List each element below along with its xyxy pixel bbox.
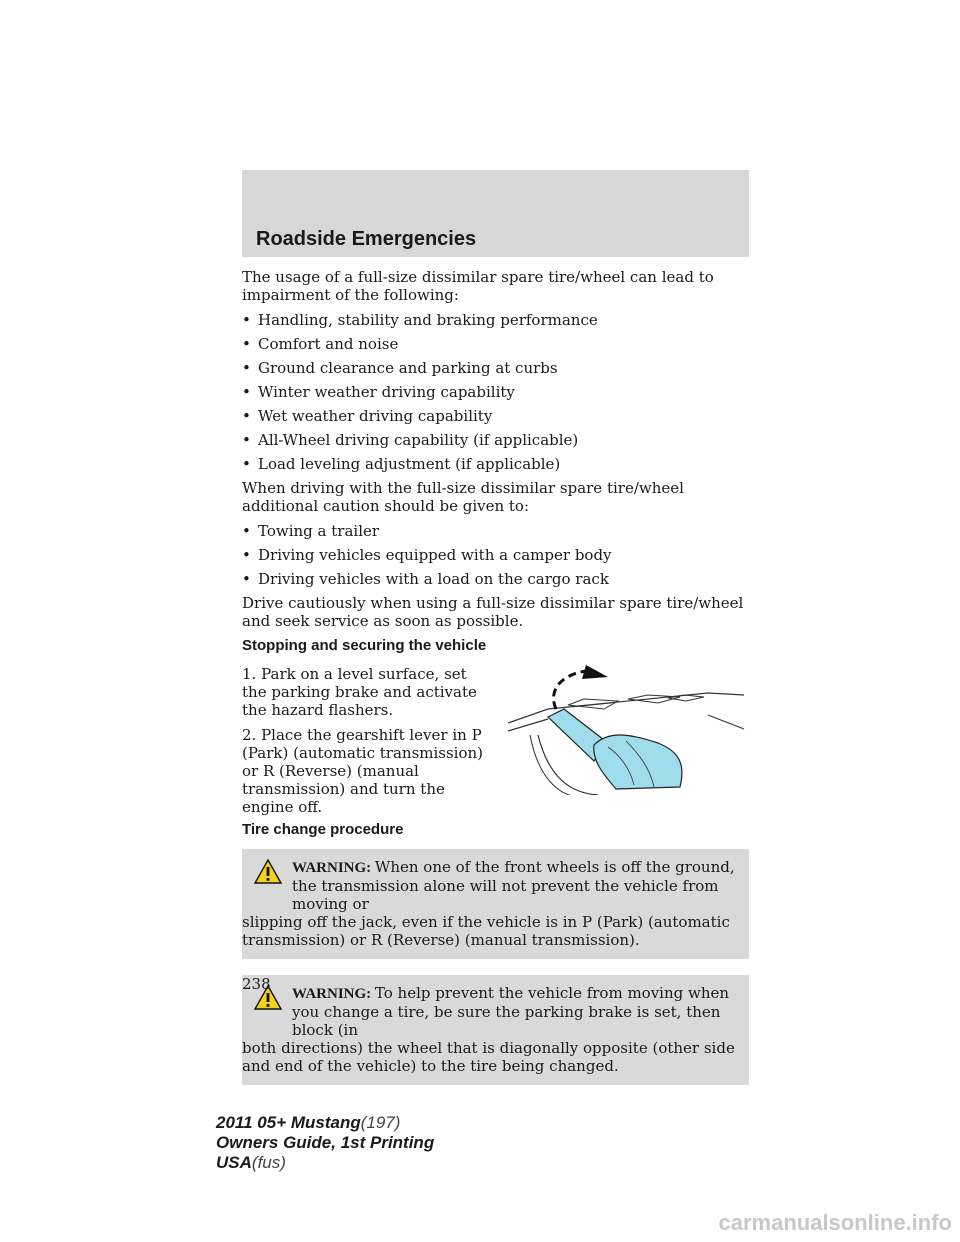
list-item: • Handling, stability and braking performance	[242, 311, 598, 329]
warning-text: When one of the front wheels is off the ground, the transmission alone will not prevent the vehicle from moving or	[292, 858, 735, 913]
list-item: • Driving vehicles with a load on the cargo rack	[242, 570, 609, 588]
warning-label: WARNING:	[292, 986, 375, 1002]
page-content	[242, 268, 749, 1101]
list-item: • Towing a trailer	[242, 522, 380, 540]
warning-text: To help prevent the vehicle from moving when you change a tire, be sure the parking brake is set, then block (in	[292, 984, 730, 1039]
step-1: 1. Park on a level surface, set the parking brake and activate the hazard flashers.	[242, 665, 477, 719]
drive-note: Drive cautiously when using a full-size dissimilar spare tire/wheel and seek service as soon as possible.	[242, 594, 744, 630]
stopping-procedure	[242, 665, 749, 817]
section-header	[242, 170, 749, 257]
gearshift-illustration	[508, 665, 748, 795]
footer-model-code: (197)	[360, 1113, 401, 1132]
warning-label: WARNING:	[292, 860, 375, 876]
caution-paragraph: When driving with the full-size dissimilar spare tire/wheel additional caution should be given to:	[242, 479, 684, 515]
list-item: • Load leveling adjustment (if applicable)	[242, 455, 561, 473]
footer-region-code: (fus)	[251, 1153, 286, 1172]
caution-list	[242, 522, 749, 588]
footer-edition: Owners Guide, 1st Printing	[216, 1133, 435, 1152]
list-item: • Ground clearance and parking at curbs	[242, 359, 558, 377]
warning-text-cont: both directions) the wheel that is diagonally opposite (other side and end of the vehicle) to the tire being changed.	[242, 1039, 735, 1075]
intro-paragraph: The usage of a full-size dissimilar spare tire/wheel can lead to impairment of the following:	[242, 268, 714, 304]
section-title: Roadside Emergencies	[256, 228, 477, 250]
step-2: 2. Place the gearshift lever in P (Park) (automatic transmission) or R (Reverse) (manual transmission) and turn the engine off.	[242, 726, 484, 816]
list-item: • All-Wheel driving capability (if applicable)	[242, 431, 579, 449]
list-item: • Comfort and noise	[242, 335, 399, 353]
subheading-stopping: Stopping and securing the vehicle	[242, 637, 487, 654]
impairment-list	[242, 311, 749, 473]
warning-box	[242, 975, 749, 1085]
warning-box	[242, 849, 749, 959]
footer-model: 2011 05+ Mustang	[216, 1113, 361, 1132]
warning-text-cont: slipping off the jack, even if the vehicle is in P (Park) (automatic transmission) or R (Reverse) (manual transmission).	[242, 913, 730, 949]
list-item: • Driving vehicles equipped with a camper body	[242, 546, 612, 564]
subheading-tire-change: Tire change procedure	[242, 821, 404, 838]
page-number: 238	[242, 975, 271, 993]
list-item: • Wet weather driving capability	[242, 407, 493, 425]
footer-region: USA	[216, 1153, 252, 1172]
warning-triangle-icon	[254, 859, 282, 884]
watermark: carmanualsonline.info	[718, 1210, 952, 1235]
print-footer	[216, 1113, 434, 1173]
list-item: • Winter weather driving capability	[242, 383, 515, 401]
